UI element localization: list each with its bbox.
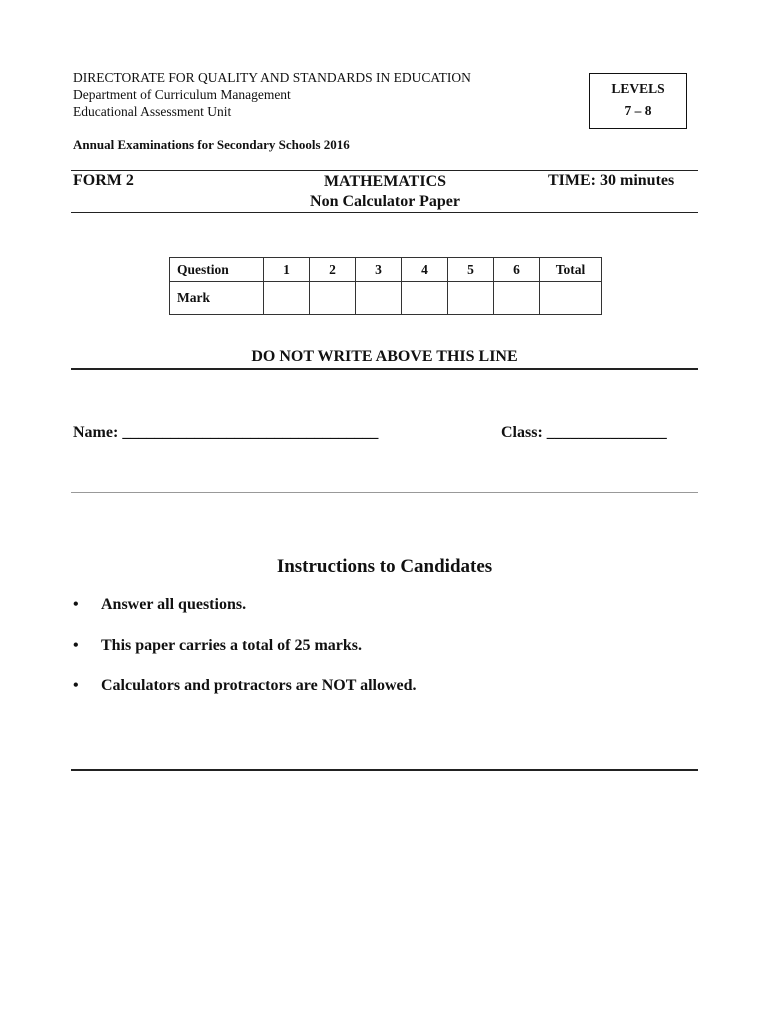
list-item: [73, 596, 417, 637]
time-allowed: TIME: 30 minutes: [548, 172, 675, 189]
levels-label: LEVELS: [611, 81, 665, 96]
directorate-header: [73, 69, 471, 120]
bullet-icon: •: [73, 677, 79, 694]
name-field: Name: ________________________________: [73, 424, 379, 441]
question-number: 3: [356, 258, 402, 282]
top-divider: [71, 170, 698, 171]
bullet-icon: •: [73, 636, 79, 654]
paper-type: Non Calculator Paper: [310, 193, 460, 210]
subject-block: [270, 172, 500, 212]
question-label: Question: [170, 258, 264, 282]
instruction-text: Calculators and protractors are NOT allowed.: [101, 677, 417, 694]
mark-cell: [448, 282, 494, 315]
unit-name: Educational Assessment Unit: [73, 104, 232, 119]
separator-line: [71, 492, 698, 493]
bullet-icon: •: [73, 596, 79, 613]
mark-cell: [494, 282, 540, 315]
do-not-write-line: [71, 368, 698, 370]
subject-divider: [71, 212, 698, 213]
class-field: Class: _______________: [501, 424, 667, 441]
instruction-text: Answer all questions.: [101, 596, 247, 613]
question-number: 4: [402, 258, 448, 282]
do-not-write-notice: DO NOT WRITE ABOVE THIS LINE: [251, 348, 518, 365]
list-item: [73, 637, 417, 678]
mark-cell: [310, 282, 356, 315]
directorate-name: DIRECTORATE FOR QUALITY AND STANDARDS IN EDUCATION: [73, 70, 471, 85]
marks-table: [169, 257, 602, 315]
total-label: Total: [540, 258, 602, 282]
question-number: 2: [310, 258, 356, 282]
mark-cell: [356, 282, 402, 315]
instructions-title: Instructions to Candidates: [276, 556, 493, 577]
total-mark-cell: [540, 282, 602, 315]
question-number: 6: [494, 258, 540, 282]
instruction-text: This paper carries a total of 25 marks.: [101, 636, 363, 654]
question-number: 1: [264, 258, 310, 282]
department-name: Department of Curriculum Management: [73, 87, 291, 102]
exam-title: Annual Examinations for Secondary Schools 2016: [73, 137, 350, 152]
mark-label: Mark: [170, 282, 264, 315]
mark-cell: [402, 282, 448, 315]
question-number: 5: [448, 258, 494, 282]
form-label: FORM 2: [73, 172, 134, 189]
mark-row: [170, 282, 602, 315]
bottom-rule: [71, 769, 698, 771]
question-row: [170, 258, 602, 282]
list-item: [73, 677, 417, 718]
levels-box: [589, 73, 687, 129]
mark-cell: [264, 282, 310, 315]
instructions-list: [73, 596, 417, 718]
subject-title: MATHEMATICS: [323, 173, 447, 190]
levels-value: 7 – 8: [624, 103, 652, 118]
